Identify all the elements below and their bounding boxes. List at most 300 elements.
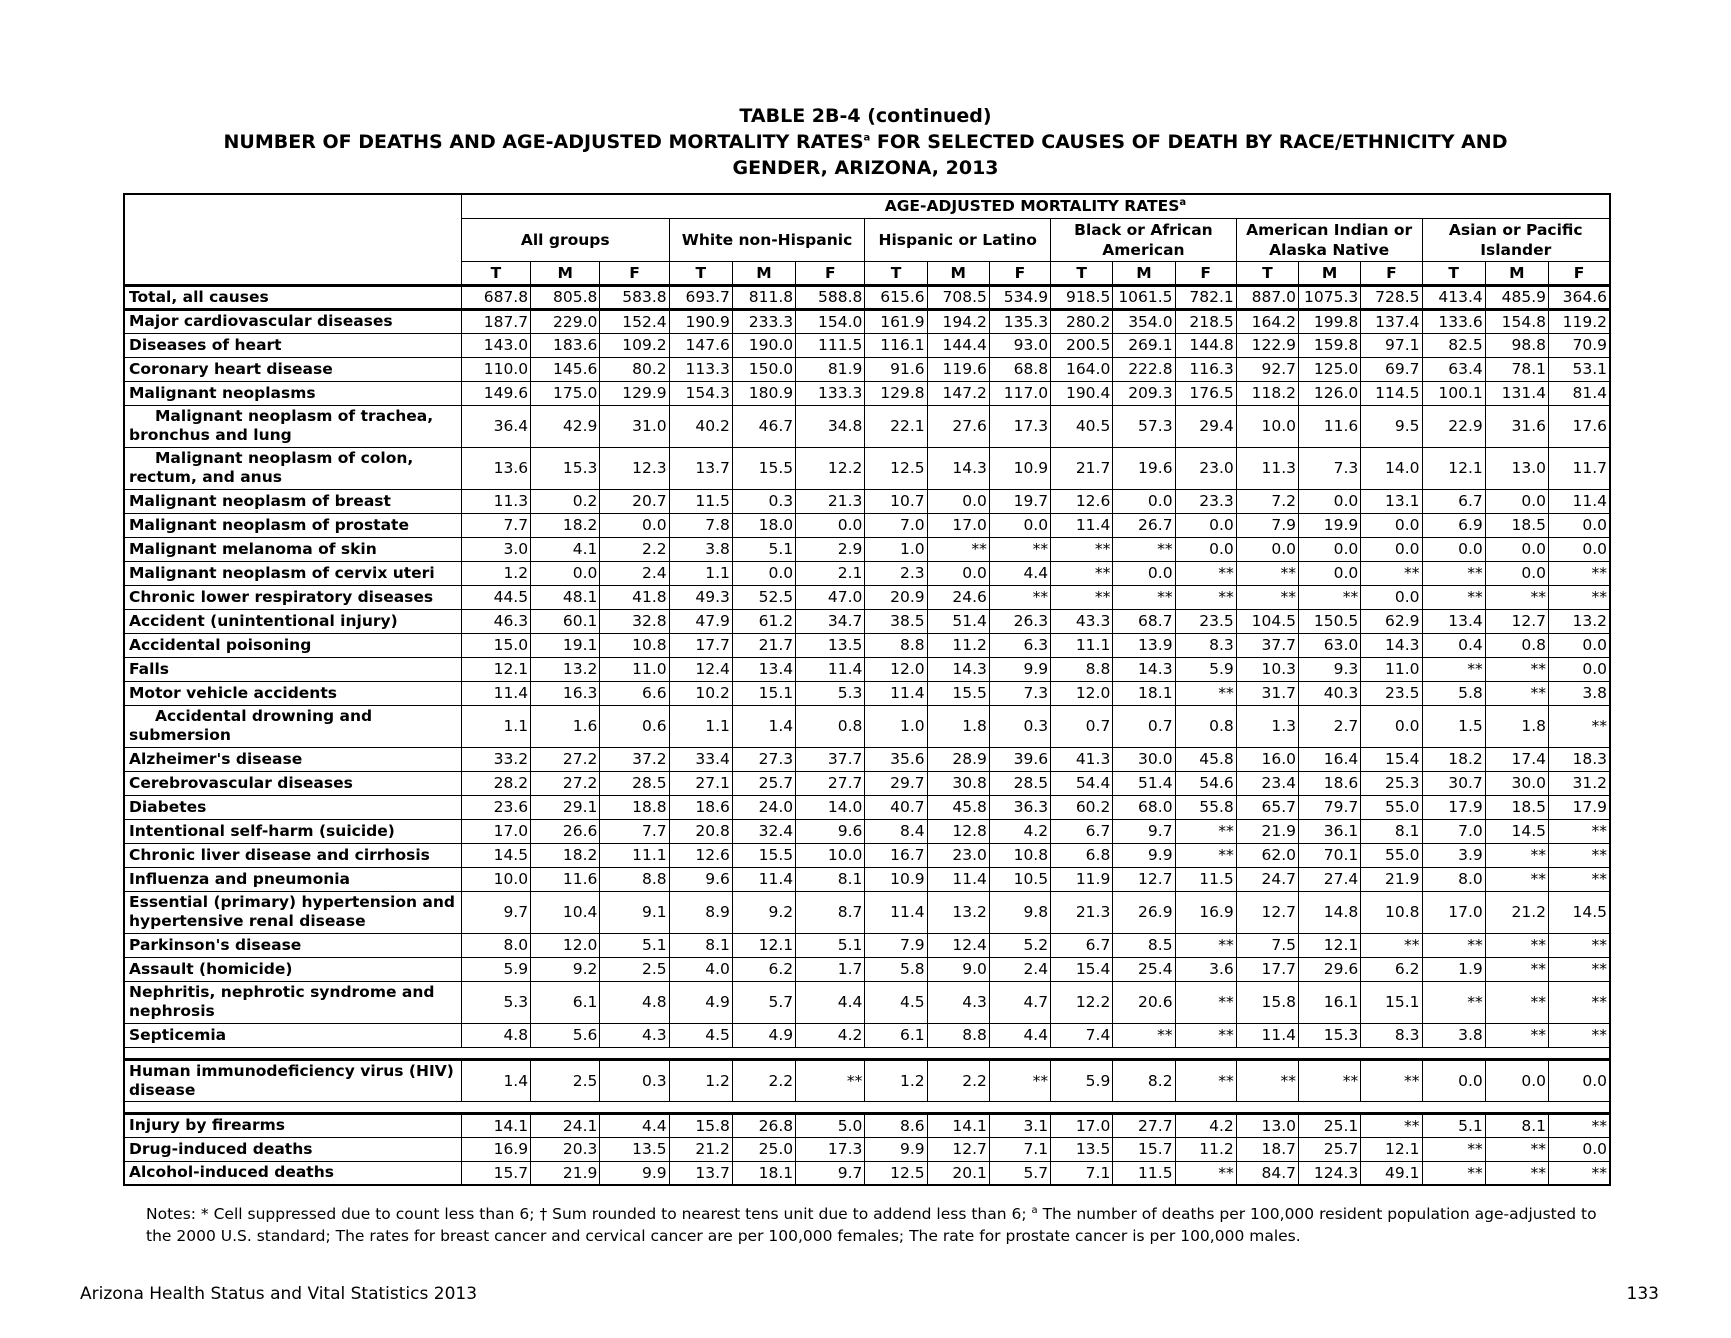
rate-cell: 1.0 bbox=[865, 537, 927, 561]
rate-cell: 16.9 bbox=[461, 1137, 530, 1161]
rate-cell: 3.0 bbox=[461, 537, 530, 561]
rate-cell: 65.7 bbox=[1236, 795, 1298, 819]
rate-cell: 47.9 bbox=[669, 609, 732, 633]
rate-cell: 63.0 bbox=[1299, 633, 1361, 657]
rate-cell: 25.4 bbox=[1113, 957, 1175, 981]
rate-cell: 12.0 bbox=[1051, 681, 1113, 705]
row-label: Alcohol-induced deaths bbox=[124, 1161, 461, 1185]
rate-cell: 18.7 bbox=[1236, 1137, 1298, 1161]
rate-cell: 25.3 bbox=[1361, 771, 1422, 795]
rate-cell: 12.7 bbox=[1236, 891, 1298, 933]
rate-cell: 14.3 bbox=[1113, 657, 1175, 681]
rate-cell: 61.2 bbox=[732, 609, 795, 633]
rate-cell: 57.3 bbox=[1113, 405, 1175, 447]
rate-cell: 21.9 bbox=[1361, 867, 1422, 891]
rate-cell: 30.7 bbox=[1422, 771, 1485, 795]
rate-cell: 222.8 bbox=[1113, 357, 1175, 381]
rate-cell: 7.7 bbox=[461, 513, 530, 537]
sub-header: F bbox=[1549, 261, 1611, 285]
rate-cell: 24.7 bbox=[1236, 867, 1298, 891]
rate-cell: 11.0 bbox=[1361, 657, 1422, 681]
rate-cell: 1.4 bbox=[461, 1059, 530, 1101]
rate-cell: 5.9 bbox=[461, 957, 530, 981]
rate-cell: 16.4 bbox=[1299, 747, 1361, 771]
rate-cell: 6.7 bbox=[1051, 819, 1113, 843]
row-label: Malignant neoplasm of prostate bbox=[124, 513, 461, 537]
rate-cell: 8.1 bbox=[796, 867, 865, 891]
rate-cell: 7.5 bbox=[1236, 933, 1298, 957]
super-header: AGE-ADJUSTED MORTALITY RATES$^a$ bbox=[461, 194, 1610, 218]
rate-cell: 18.2 bbox=[1422, 747, 1485, 771]
rate-cell: 62.0 bbox=[1236, 843, 1298, 867]
rate-cell: 18.5 bbox=[1485, 795, 1548, 819]
rate-cell: 13.7 bbox=[669, 1161, 732, 1185]
rate-cell: 28.5 bbox=[600, 771, 669, 795]
rate-cell: 1.4 bbox=[732, 705, 795, 747]
rate-cell: ** bbox=[1549, 705, 1611, 747]
rate-cell: 47.0 bbox=[796, 585, 865, 609]
rate-cell: ** bbox=[1175, 561, 1236, 585]
rate-cell: 17.7 bbox=[1236, 957, 1298, 981]
rate-cell: 14.8 bbox=[1299, 891, 1361, 933]
rate-cell: 21.3 bbox=[1051, 891, 1113, 933]
rate-cell: ** bbox=[1549, 933, 1611, 957]
rate-cell: ** bbox=[1549, 1023, 1611, 1047]
table-body bbox=[124, 285, 1610, 1185]
rate-cell: 12.5 bbox=[865, 1161, 927, 1185]
rate-cell: 7.0 bbox=[865, 513, 927, 537]
rate-cell: 51.4 bbox=[927, 609, 989, 633]
rate-cell: 164.0 bbox=[1051, 357, 1113, 381]
rate-cell: 25.1 bbox=[1299, 1113, 1361, 1137]
rate-cell: 5.7 bbox=[732, 981, 795, 1023]
rate-cell: 15.0 bbox=[461, 633, 530, 657]
rate-cell: 14.1 bbox=[927, 1113, 989, 1137]
rate-cell: 13.4 bbox=[732, 657, 795, 681]
rate-cell: 18.6 bbox=[1299, 771, 1361, 795]
rate-cell: 11.4 bbox=[796, 657, 865, 681]
rate-cell: 183.6 bbox=[531, 333, 600, 357]
rate-cell: 5.8 bbox=[865, 957, 927, 981]
rate-cell: 48.1 bbox=[531, 585, 600, 609]
rate-cell: 30.0 bbox=[1485, 771, 1548, 795]
rate-cell: 16.3 bbox=[531, 681, 600, 705]
rate-cell: 68.8 bbox=[989, 357, 1050, 381]
rate-cell: 8.8 bbox=[865, 633, 927, 657]
rate-cell: 728.5 bbox=[1361, 285, 1422, 309]
rate-cell: 52.5 bbox=[732, 585, 795, 609]
rate-cell: 0.0 bbox=[989, 513, 1050, 537]
rate-cell: ** bbox=[1422, 1137, 1485, 1161]
rate-cell: 113.3 bbox=[669, 357, 732, 381]
sub-header: F bbox=[989, 261, 1050, 285]
row-label: Motor vehicle accidents bbox=[124, 681, 461, 705]
rate-cell: ** bbox=[1113, 585, 1175, 609]
rate-cell: 11.4 bbox=[1236, 1023, 1298, 1047]
rate-cell: 15.1 bbox=[732, 681, 795, 705]
rate-cell: 10.3 bbox=[1236, 657, 1298, 681]
rate-cell: ** bbox=[1422, 561, 1485, 585]
rate-cell: 15.4 bbox=[1361, 747, 1422, 771]
rate-cell: 11.5 bbox=[1113, 1161, 1175, 1185]
rate-cell: 1075.3 bbox=[1299, 285, 1361, 309]
rate-cell: 29.1 bbox=[531, 795, 600, 819]
rate-cell: 10.8 bbox=[1361, 891, 1422, 933]
rate-cell: 199.8 bbox=[1299, 309, 1361, 333]
table-row bbox=[124, 1137, 1610, 1161]
rate-cell: 27.7 bbox=[796, 771, 865, 795]
row-label: Drug-induced deaths bbox=[124, 1137, 461, 1161]
rate-cell: ** bbox=[1549, 561, 1611, 585]
rate-cell: 4.2 bbox=[1175, 1113, 1236, 1137]
rate-cell: 1.9 bbox=[1422, 957, 1485, 981]
rate-cell: 145.6 bbox=[531, 357, 600, 381]
rate-cell: 29.4 bbox=[1175, 405, 1236, 447]
sub-header: T bbox=[1051, 261, 1113, 285]
rate-cell: 6.9 bbox=[1422, 513, 1485, 537]
rate-cell: 2.9 bbox=[796, 537, 865, 561]
rate-cell: ** bbox=[1549, 1161, 1611, 1185]
rate-cell: 41.3 bbox=[1051, 747, 1113, 771]
rate-cell: 1.3 bbox=[1236, 705, 1298, 747]
rate-cell: 21.7 bbox=[732, 633, 795, 657]
rate-cell: ** bbox=[1485, 843, 1548, 867]
table-row bbox=[124, 585, 1610, 609]
rate-cell: 17.4 bbox=[1485, 747, 1548, 771]
rate-cell: 6.7 bbox=[1422, 489, 1485, 513]
rate-cell: ** bbox=[1485, 1161, 1548, 1185]
table-row bbox=[124, 957, 1610, 981]
rate-cell: 11.4 bbox=[865, 891, 927, 933]
table-row bbox=[124, 1113, 1610, 1137]
rate-cell: 6.1 bbox=[531, 981, 600, 1023]
rate-cell: 116.1 bbox=[865, 333, 927, 357]
rate-cell: 20.3 bbox=[531, 1137, 600, 1161]
rate-cell: 26.7 bbox=[1113, 513, 1175, 537]
rate-cell: 60.2 bbox=[1051, 795, 1113, 819]
rate-cell: 1.0 bbox=[865, 705, 927, 747]
rate-cell: 4.5 bbox=[865, 981, 927, 1023]
row-label: Parkinson's disease bbox=[124, 933, 461, 957]
rate-cell: 17.9 bbox=[1422, 795, 1485, 819]
rate-cell: 0.0 bbox=[531, 561, 600, 585]
rate-cell: 0.2 bbox=[531, 489, 600, 513]
rate-cell: 12.1 bbox=[461, 657, 530, 681]
rate-cell: 0.0 bbox=[1299, 561, 1361, 585]
rate-cell: 20.8 bbox=[669, 819, 732, 843]
table-row bbox=[124, 537, 1610, 561]
table-row bbox=[124, 309, 1610, 333]
rate-cell: ** bbox=[1549, 585, 1611, 609]
rate-cell: 8.5 bbox=[1113, 933, 1175, 957]
rate-cell: 39.6 bbox=[989, 747, 1050, 771]
rate-cell: 82.5 bbox=[1422, 333, 1485, 357]
rate-cell: 4.0 bbox=[669, 957, 732, 981]
rate-cell: 4.1 bbox=[531, 537, 600, 561]
sub-header: M bbox=[732, 261, 795, 285]
sub-header: T bbox=[1422, 261, 1485, 285]
rate-cell: 11.4 bbox=[732, 867, 795, 891]
rate-cell: 26.3 bbox=[989, 609, 1050, 633]
rate-cell: 11.4 bbox=[1051, 513, 1113, 537]
rate-cell: 36.4 bbox=[461, 405, 530, 447]
rate-cell: 0.0 bbox=[1361, 585, 1422, 609]
sub-header: F bbox=[1361, 261, 1422, 285]
rate-cell: 687.8 bbox=[461, 285, 530, 309]
rate-cell: 79.7 bbox=[1299, 795, 1361, 819]
rate-cell: 28.9 bbox=[927, 747, 989, 771]
rate-cell: 32.8 bbox=[600, 609, 669, 633]
rate-cell: ** bbox=[1299, 585, 1361, 609]
sub-header: F bbox=[1175, 261, 1236, 285]
rate-cell: 12.1 bbox=[1422, 447, 1485, 489]
rate-cell: 27.6 bbox=[927, 405, 989, 447]
rate-cell: 13.2 bbox=[927, 891, 989, 933]
row-label: Malignant neoplasm of cervix uteri bbox=[124, 561, 461, 585]
rate-cell: 11.2 bbox=[927, 633, 989, 657]
rate-cell: 0.0 bbox=[1549, 657, 1611, 681]
rate-cell: 37.2 bbox=[600, 747, 669, 771]
rate-cell: 0.0 bbox=[1236, 537, 1298, 561]
rate-cell: ** bbox=[1485, 981, 1548, 1023]
rate-cell: 26.8 bbox=[732, 1113, 795, 1137]
rate-cell: 10.0 bbox=[1236, 405, 1298, 447]
rate-cell: 97.1 bbox=[1361, 333, 1422, 357]
rate-cell: 20.7 bbox=[600, 489, 669, 513]
rate-cell: 805.8 bbox=[531, 285, 600, 309]
rate-cell: 36.1 bbox=[1299, 819, 1361, 843]
sub-header: T bbox=[865, 261, 927, 285]
rate-cell: 269.1 bbox=[1113, 333, 1175, 357]
rate-cell: ** bbox=[1236, 1059, 1298, 1101]
rate-cell: 110.0 bbox=[461, 357, 530, 381]
row-label: Influenza and pneumonia bbox=[124, 867, 461, 891]
sub-header: M bbox=[531, 261, 600, 285]
rate-cell: 8.9 bbox=[669, 891, 732, 933]
rate-cell: 0.0 bbox=[1299, 537, 1361, 561]
rate-cell: ** bbox=[1113, 1023, 1175, 1047]
section-gap bbox=[124, 1047, 1610, 1059]
rate-cell: 0.0 bbox=[1299, 489, 1361, 513]
rate-cell: 98.8 bbox=[1485, 333, 1548, 357]
rate-cell: 154.8 bbox=[1485, 309, 1548, 333]
rate-cell: 18.1 bbox=[1113, 681, 1175, 705]
rate-cell: 109.2 bbox=[600, 333, 669, 357]
rate-cell: 17.3 bbox=[796, 1137, 865, 1161]
rate-cell: 70.1 bbox=[1299, 843, 1361, 867]
rate-cell: 20.9 bbox=[865, 585, 927, 609]
rate-cell: 8.4 bbox=[865, 819, 927, 843]
sub-header: T bbox=[669, 261, 732, 285]
table-row bbox=[124, 747, 1610, 771]
rate-cell: 3.8 bbox=[1422, 1023, 1485, 1047]
sub-header: M bbox=[1485, 261, 1548, 285]
rate-cell: 14.3 bbox=[927, 447, 989, 489]
rate-cell: 27.3 bbox=[732, 747, 795, 771]
rate-cell: 23.5 bbox=[1175, 609, 1236, 633]
rate-cell: 2.1 bbox=[796, 561, 865, 585]
rate-cell: 24.0 bbox=[732, 795, 795, 819]
rate-cell: 190.0 bbox=[732, 333, 795, 357]
rate-cell: 25.0 bbox=[732, 1137, 795, 1161]
rate-cell: 8.6 bbox=[865, 1113, 927, 1137]
rate-cell: 693.7 bbox=[669, 285, 732, 309]
rate-cell: 10.8 bbox=[600, 633, 669, 657]
rate-cell: 8.3 bbox=[1361, 1023, 1422, 1047]
rate-cell: 31.2 bbox=[1549, 771, 1611, 795]
rate-cell: 13.0 bbox=[1236, 1113, 1298, 1137]
rate-cell: 17.3 bbox=[989, 405, 1050, 447]
rate-cell: 1.5 bbox=[1422, 705, 1485, 747]
rate-cell: 37.7 bbox=[796, 747, 865, 771]
rate-cell: 10.9 bbox=[865, 867, 927, 891]
rate-cell: 583.8 bbox=[600, 285, 669, 309]
rate-cell: 81.9 bbox=[796, 357, 865, 381]
rate-cell: 0.0 bbox=[1422, 1059, 1485, 1101]
rate-cell: 7.3 bbox=[1299, 447, 1361, 489]
rate-cell: 21.9 bbox=[531, 1161, 600, 1185]
rate-cell: 36.3 bbox=[989, 795, 1050, 819]
rate-cell: 27.1 bbox=[669, 771, 732, 795]
rate-cell: 13.4 bbox=[1422, 609, 1485, 633]
rate-cell: 11.7 bbox=[1549, 447, 1611, 489]
table-title bbox=[0, 103, 1731, 181]
rate-cell: 26.6 bbox=[531, 819, 600, 843]
rate-cell: 2.7 bbox=[1299, 705, 1361, 747]
rate-cell: 8.2 bbox=[1113, 1059, 1175, 1101]
rate-cell: 6.2 bbox=[1361, 957, 1422, 981]
rate-cell: 18.2 bbox=[531, 843, 600, 867]
row-label: Malignant neoplasm of colon, rectum, and anus bbox=[124, 447, 461, 489]
rate-cell: 3.6 bbox=[1175, 957, 1236, 981]
rate-cell: 534.9 bbox=[989, 285, 1050, 309]
rate-cell: 11.4 bbox=[1549, 489, 1611, 513]
rate-cell: ** bbox=[1485, 1023, 1548, 1047]
rate-cell: 12.5 bbox=[865, 447, 927, 489]
rate-cell: ** bbox=[1485, 657, 1548, 681]
rate-cell: 5.1 bbox=[1422, 1113, 1485, 1137]
rate-cell: 4.2 bbox=[796, 1023, 865, 1047]
rate-cell: 11.6 bbox=[531, 867, 600, 891]
rate-cell: ** bbox=[1549, 1113, 1611, 1137]
rate-cell: 6.3 bbox=[989, 633, 1050, 657]
rate-cell: 12.6 bbox=[1051, 489, 1113, 513]
rate-cell: 8.3 bbox=[1175, 633, 1236, 657]
rate-cell: 49.1 bbox=[1361, 1161, 1422, 1185]
rate-cell: 137.4 bbox=[1361, 309, 1422, 333]
rate-cell: 17.9 bbox=[1549, 795, 1611, 819]
rate-cell: 27.7 bbox=[1113, 1113, 1175, 1137]
rate-cell: ** bbox=[1236, 561, 1298, 585]
rate-cell: 190.9 bbox=[669, 309, 732, 333]
rate-cell: 5.3 bbox=[796, 681, 865, 705]
row-label: Chronic liver disease and cirrhosis bbox=[124, 843, 461, 867]
rate-cell: 280.2 bbox=[1051, 309, 1113, 333]
rate-cell: 7.7 bbox=[600, 819, 669, 843]
row-label: Malignant neoplasm of trachea, bronchus and lung bbox=[124, 405, 461, 447]
rate-cell: 23.6 bbox=[461, 795, 530, 819]
rate-cell: 21.3 bbox=[796, 489, 865, 513]
rate-cell: ** bbox=[1485, 867, 1548, 891]
rate-cell: 111.5 bbox=[796, 333, 865, 357]
table-row bbox=[124, 933, 1610, 957]
rate-cell: 2.4 bbox=[600, 561, 669, 585]
rate-cell: 0.0 bbox=[600, 513, 669, 537]
rate-cell: 1.8 bbox=[927, 705, 989, 747]
rate-cell: 32.4 bbox=[732, 819, 795, 843]
rate-cell: 12.0 bbox=[531, 933, 600, 957]
rate-cell: 229.0 bbox=[531, 309, 600, 333]
rate-cell: 887.0 bbox=[1236, 285, 1298, 309]
rate-cell: 12.7 bbox=[927, 1137, 989, 1161]
rate-cell: 0.0 bbox=[1549, 1137, 1611, 1161]
rate-cell: 708.5 bbox=[927, 285, 989, 309]
rate-cell: 124.3 bbox=[1299, 1161, 1361, 1185]
rate-cell: 4.3 bbox=[927, 981, 989, 1023]
rate-cell: ** bbox=[1485, 585, 1548, 609]
rate-cell: ** bbox=[1422, 933, 1485, 957]
rate-cell: 147.2 bbox=[927, 381, 989, 405]
rate-cell: 18.8 bbox=[600, 795, 669, 819]
rate-cell: 9.9 bbox=[865, 1137, 927, 1161]
rate-cell: 12.1 bbox=[1299, 933, 1361, 957]
rate-cell: 8.1 bbox=[1485, 1113, 1548, 1137]
rate-cell: ** bbox=[1051, 537, 1113, 561]
rate-cell: 14.1 bbox=[461, 1113, 530, 1137]
sub-header: F bbox=[600, 261, 669, 285]
row-label: Cerebrovascular diseases bbox=[124, 771, 461, 795]
rate-cell: 31.6 bbox=[1485, 405, 1548, 447]
rate-cell: 62.9 bbox=[1361, 609, 1422, 633]
table-notes: Notes: * Cell suppressed due to count less than 6; † Sum rounded to nearest tens unit due to addend less than 6; $^a$ The number of deaths per 100,000 resident population age-adjusted to the 2000 U.S. standard; The rates for breast cancer and cervical cancer are per 100,000 females; The rate for prostate cancer is per 100,000 males. bbox=[146, 1204, 1597, 1245]
rate-cell: 0.7 bbox=[1051, 705, 1113, 747]
rate-cell: 55.0 bbox=[1361, 843, 1422, 867]
rate-cell: 11.9 bbox=[1051, 867, 1113, 891]
rate-cell: 0.0 bbox=[1549, 1059, 1611, 1101]
rate-cell: 0.3 bbox=[989, 705, 1050, 747]
rate-cell: 33.4 bbox=[669, 747, 732, 771]
rate-cell: 24.1 bbox=[531, 1113, 600, 1137]
rate-cell: 9.1 bbox=[600, 891, 669, 933]
rate-cell: 80.2 bbox=[600, 357, 669, 381]
rate-cell: 12.2 bbox=[796, 447, 865, 489]
rate-cell: 24.6 bbox=[927, 585, 989, 609]
rate-cell: 0.0 bbox=[732, 561, 795, 585]
rate-cell: ** bbox=[1175, 843, 1236, 867]
rate-cell: 147.6 bbox=[669, 333, 732, 357]
rate-cell: 8.1 bbox=[1361, 819, 1422, 843]
row-label: Human immunodeficiency virus (HIV) disease bbox=[124, 1059, 461, 1101]
rate-cell: 40.7 bbox=[865, 795, 927, 819]
rate-cell: 811.8 bbox=[732, 285, 795, 309]
rate-cell: 23.4 bbox=[1236, 771, 1298, 795]
rate-cell: 149.6 bbox=[461, 381, 530, 405]
rate-cell: 14.3 bbox=[927, 657, 989, 681]
rate-cell: 8.0 bbox=[1422, 867, 1485, 891]
page-number: 133 bbox=[1626, 1284, 1659, 1304]
rate-cell: 5.1 bbox=[732, 537, 795, 561]
rate-cell: 29.6 bbox=[1299, 957, 1361, 981]
rate-cell: 18.6 bbox=[669, 795, 732, 819]
rate-cell: 1061.5 bbox=[1113, 285, 1175, 309]
rate-cell: 22.9 bbox=[1422, 405, 1485, 447]
table-row bbox=[124, 609, 1610, 633]
rate-cell: 187.7 bbox=[461, 309, 530, 333]
rate-cell: 12.1 bbox=[732, 933, 795, 957]
row-label: Nephritis, nephrotic syndrome and nephrosis bbox=[124, 981, 461, 1023]
rate-cell: 13.2 bbox=[1549, 609, 1611, 633]
rate-cell: 3.8 bbox=[1549, 681, 1611, 705]
